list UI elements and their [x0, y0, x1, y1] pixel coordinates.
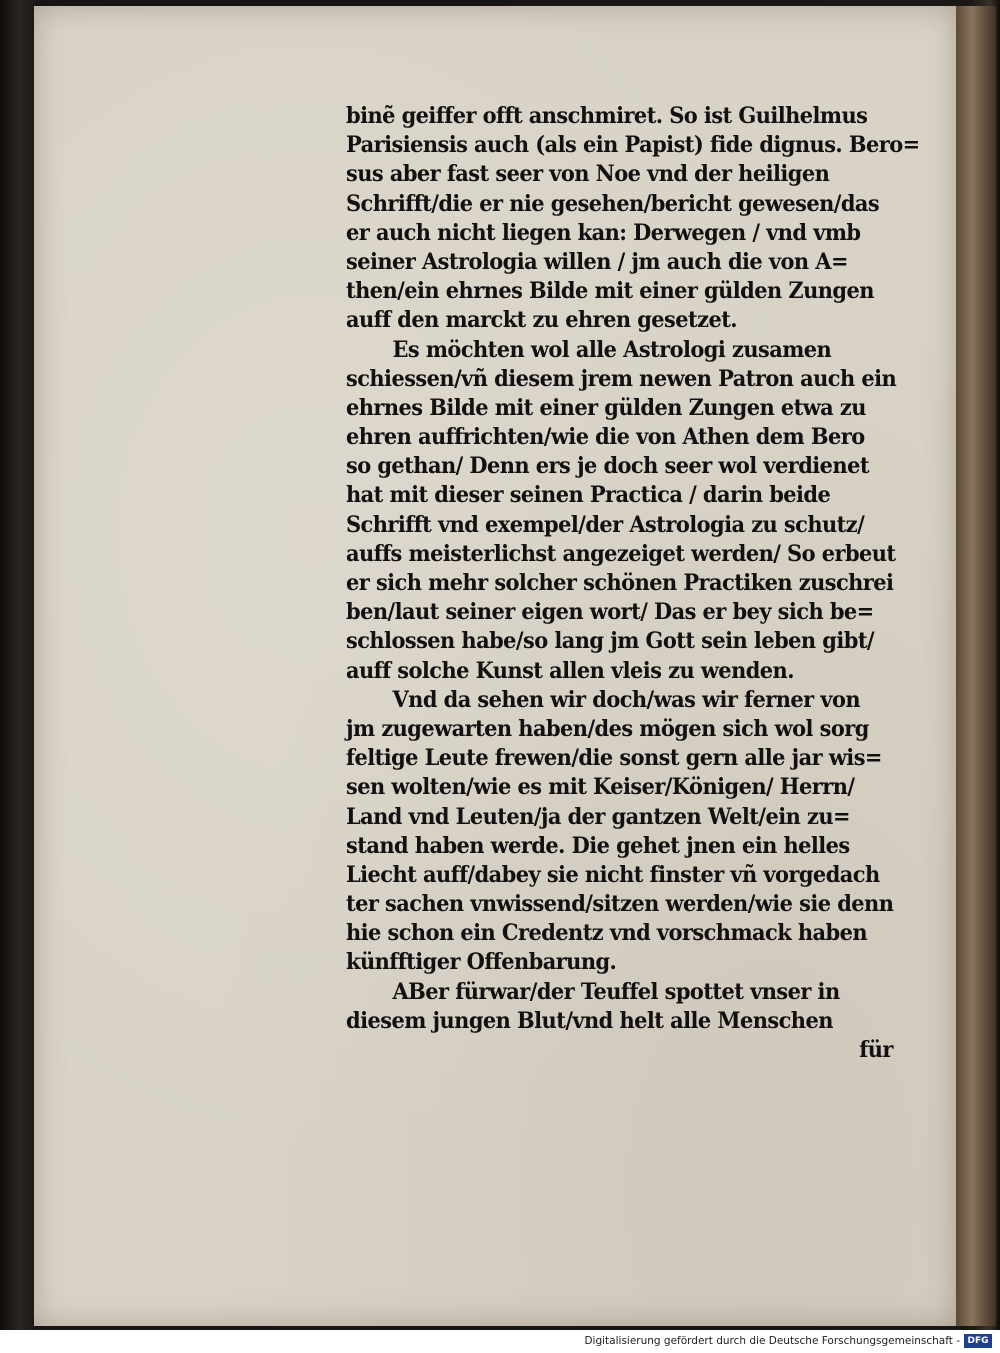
paragraph-start-line: Vnd da sehen wir doch/was wir ferner von [392, 686, 861, 713]
page-edge [956, 6, 996, 1326]
text-line: auffs meisterlichst angezeiget werden/ So erbeut [346, 540, 896, 567]
text-line: auff den marckt zu ehren gesetzet. [346, 307, 738, 334]
text-line: schlossen habe/so lang jm Gott sein leben gibt/ [346, 628, 875, 655]
text-line: ben/laut seiner eigen wort/ Das er bey sich be= [346, 599, 874, 626]
footer-credit-text: Digitalisierung gefördert durch die Deutsche Forschungsgemeinschaft [584, 1335, 953, 1347]
text-line: hat mit dieser seinen Practica / darin beide [346, 482, 831, 509]
paragraph-start-line: ABer fürwar/der Teuffel spottet vnser in [392, 978, 840, 1005]
text-line: Schrifft vnd exempel/der Astrologia zu schutz/ [346, 511, 865, 538]
text-line: hie schon ein Credentz vnd vorschmack haben [346, 920, 868, 947]
footer-separator: - [956, 1335, 960, 1347]
text-line: feltige Leute frewen/die sonst gern alle jar wis= [346, 745, 882, 772]
text-line: Liecht auff/dabey sie nicht finster vñ vorgedach [346, 861, 880, 888]
text-line: ehren auffrichten/wie die von Athen dem Bero [346, 424, 865, 451]
text-line: er auch nicht liegen kan: Derwegen / vnd vmb [346, 219, 861, 246]
text-line: Schrifft/die er nie gesehen/bericht gewesen/das [346, 190, 880, 217]
text-line: jm zugewarten haben/des mögen sich wol sorg [346, 715, 869, 742]
text-line: er sich mehr solcher schönen Practiken zuschrei [346, 570, 894, 596]
document-text-block [346, 102, 920, 1065]
text-line: ehrnes Bilde mit einer gülden Zungen etwa zu [346, 394, 866, 421]
text-line: so gethan/ Denn ers je doch seer wol verdienet [346, 453, 869, 480]
text-line: Land vnd Leuten/ja der gantzen Welt/ein zu= [346, 803, 850, 830]
text-line: künfftiger Offenbarung. [346, 949, 617, 976]
text-line: sus aber fast seer von Noe vnd der heiligen [346, 161, 830, 188]
text-line: schiessen/vñ diesem jrem newen Patron auch ein [346, 365, 897, 392]
text-line: then/ein ehrnes Bilde mit einer gülden Zungen [346, 278, 874, 305]
text-line: binẽ geiffer offt anschmiret. So ist Guilhelmus [346, 103, 868, 129]
text-line: diesem jungen Blut/vnd helt alle Menschen [346, 1007, 833, 1034]
text-line: stand haben werde. Die gehet jnen ein helles [346, 832, 850, 859]
catchword: für [859, 1037, 893, 1063]
paragraph-start-line: Es möchten wol alle Astrologi zusamen [392, 336, 832, 363]
footer-bar [0, 1330, 1000, 1353]
text-line: auff solche Kunst allen vleis zu wenden. [346, 657, 794, 684]
dfg-logo-icon: DFG [964, 1334, 992, 1348]
footer-credit [584, 1335, 960, 1347]
text-line: Parisiensis auch (als ein Papist) fide dignus. Bero= [346, 132, 920, 159]
text-line: ter sachen vnwissend/sitzen werden/wie sie denn [346, 891, 894, 918]
text-line: sen wolten/wie es mit Keiser/Königen/ Herrn/ [346, 774, 855, 801]
text-line: seiner Astrologia willen / jm auch die von A= [346, 248, 848, 275]
